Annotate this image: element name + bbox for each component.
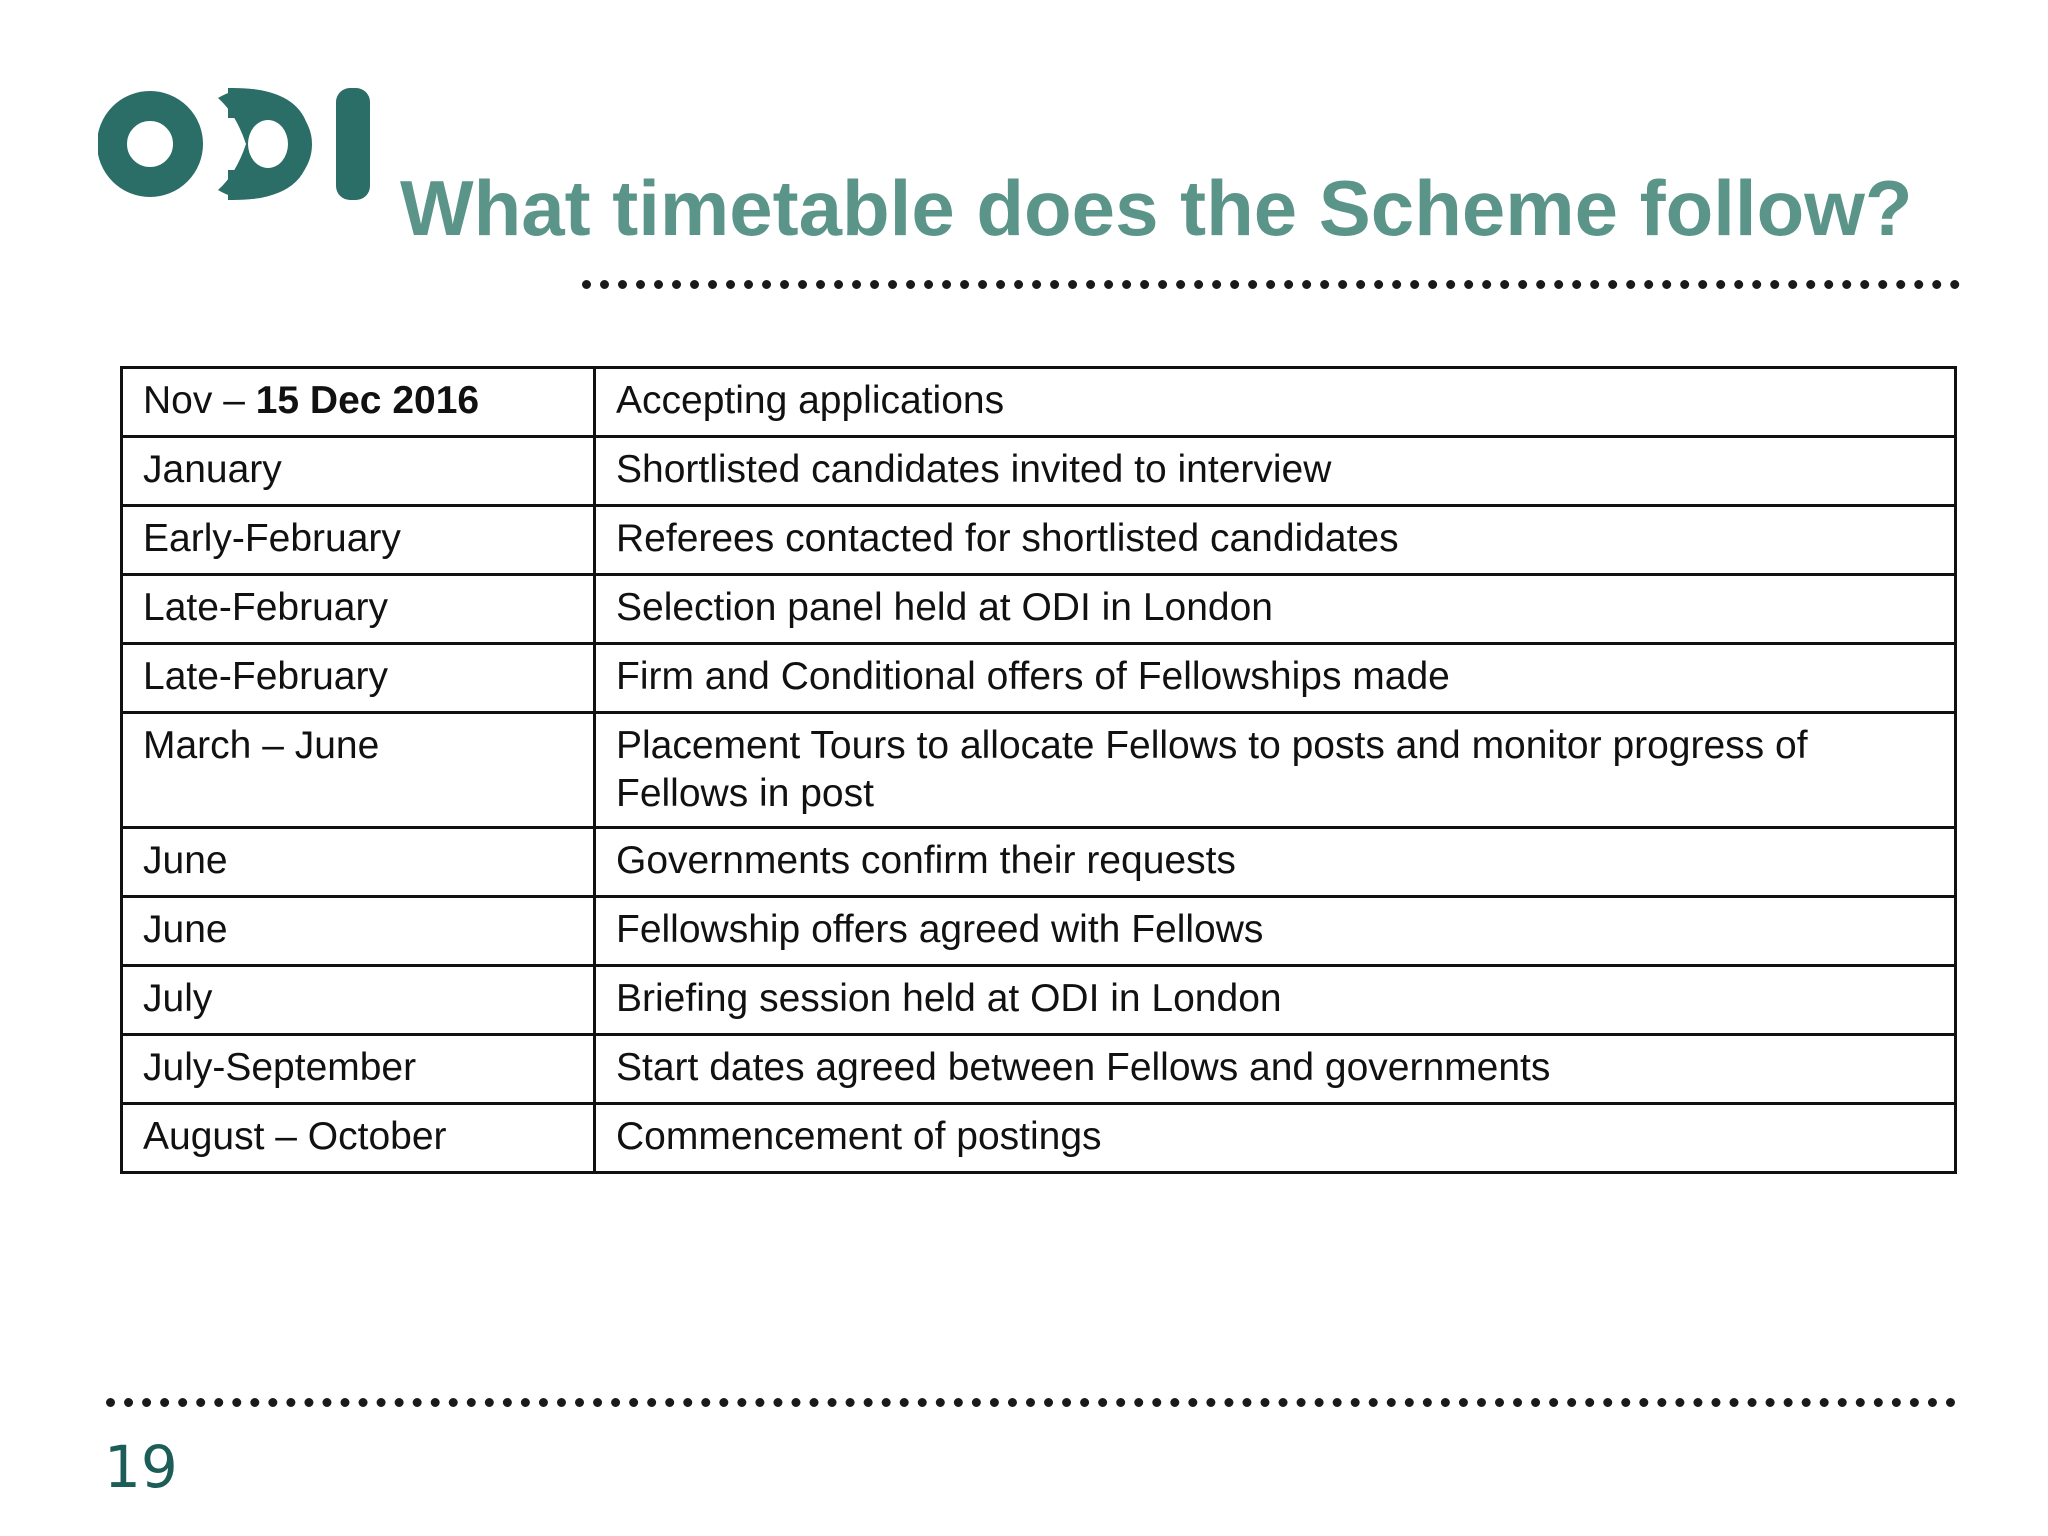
- what-cell: Fellowship offers agreed with Fellows: [595, 897, 1956, 966]
- what-cell: Firm and Conditional offers of Fellowships made: [595, 644, 1956, 713]
- what-cell: Shortlisted candidates invited to interview: [595, 437, 1956, 506]
- when-cell: July-September: [122, 1035, 595, 1104]
- table-row: [122, 1035, 1956, 1104]
- when-cell: January: [122, 437, 595, 506]
- slide-title: What timetable does the Scheme follow?: [400, 164, 1913, 252]
- what-cell: Selection panel held at ODI in London: [595, 575, 1956, 644]
- when-cell: Late-February: [122, 644, 595, 713]
- when-cell: June: [122, 897, 595, 966]
- table-row: [122, 828, 1956, 897]
- what-cell: Governments confirm their requests: [595, 828, 1956, 897]
- what-cell: Placement Tours to allocate Fellows to posts and monitor progress of Fellows in post: [595, 713, 1956, 828]
- timetable-table: [120, 366, 1957, 1174]
- when-cell: March – June: [122, 713, 595, 828]
- title-divider: [582, 280, 1960, 289]
- page-number: 19: [104, 1433, 178, 1501]
- what-cell: Accepting applications: [595, 368, 1956, 437]
- when-cell: Late-February: [122, 575, 595, 644]
- when-cell: August – October: [122, 1104, 595, 1173]
- what-cell: Commencement of postings: [595, 1104, 1956, 1173]
- table-row: [122, 897, 1956, 966]
- table-row: [122, 575, 1956, 644]
- what-cell: Referees contacted for shortlisted candidates: [595, 506, 1956, 575]
- what-cell: Briefing session held at ODI in London: [595, 966, 1956, 1035]
- when-cell: June: [122, 828, 595, 897]
- table-row: [122, 368, 1956, 437]
- when-cell: July: [122, 966, 595, 1035]
- what-cell: Start dates agreed between Fellows and governments: [595, 1035, 1956, 1104]
- when-date-bold: 15 Dec 2016: [255, 379, 480, 422]
- table-row: [122, 506, 1956, 575]
- when-prefix: Nov –: [143, 379, 256, 422]
- footer-divider: [106, 1398, 1956, 1407]
- when-cell: Early-February: [122, 506, 595, 575]
- table-row: [122, 713, 1956, 828]
- table-row: [122, 644, 1956, 713]
- table-row: [122, 437, 1956, 506]
- table-row: [122, 1104, 1956, 1173]
- odi-logo: [98, 84, 374, 204]
- when-cell: [122, 368, 595, 437]
- table-row: [122, 966, 1956, 1035]
